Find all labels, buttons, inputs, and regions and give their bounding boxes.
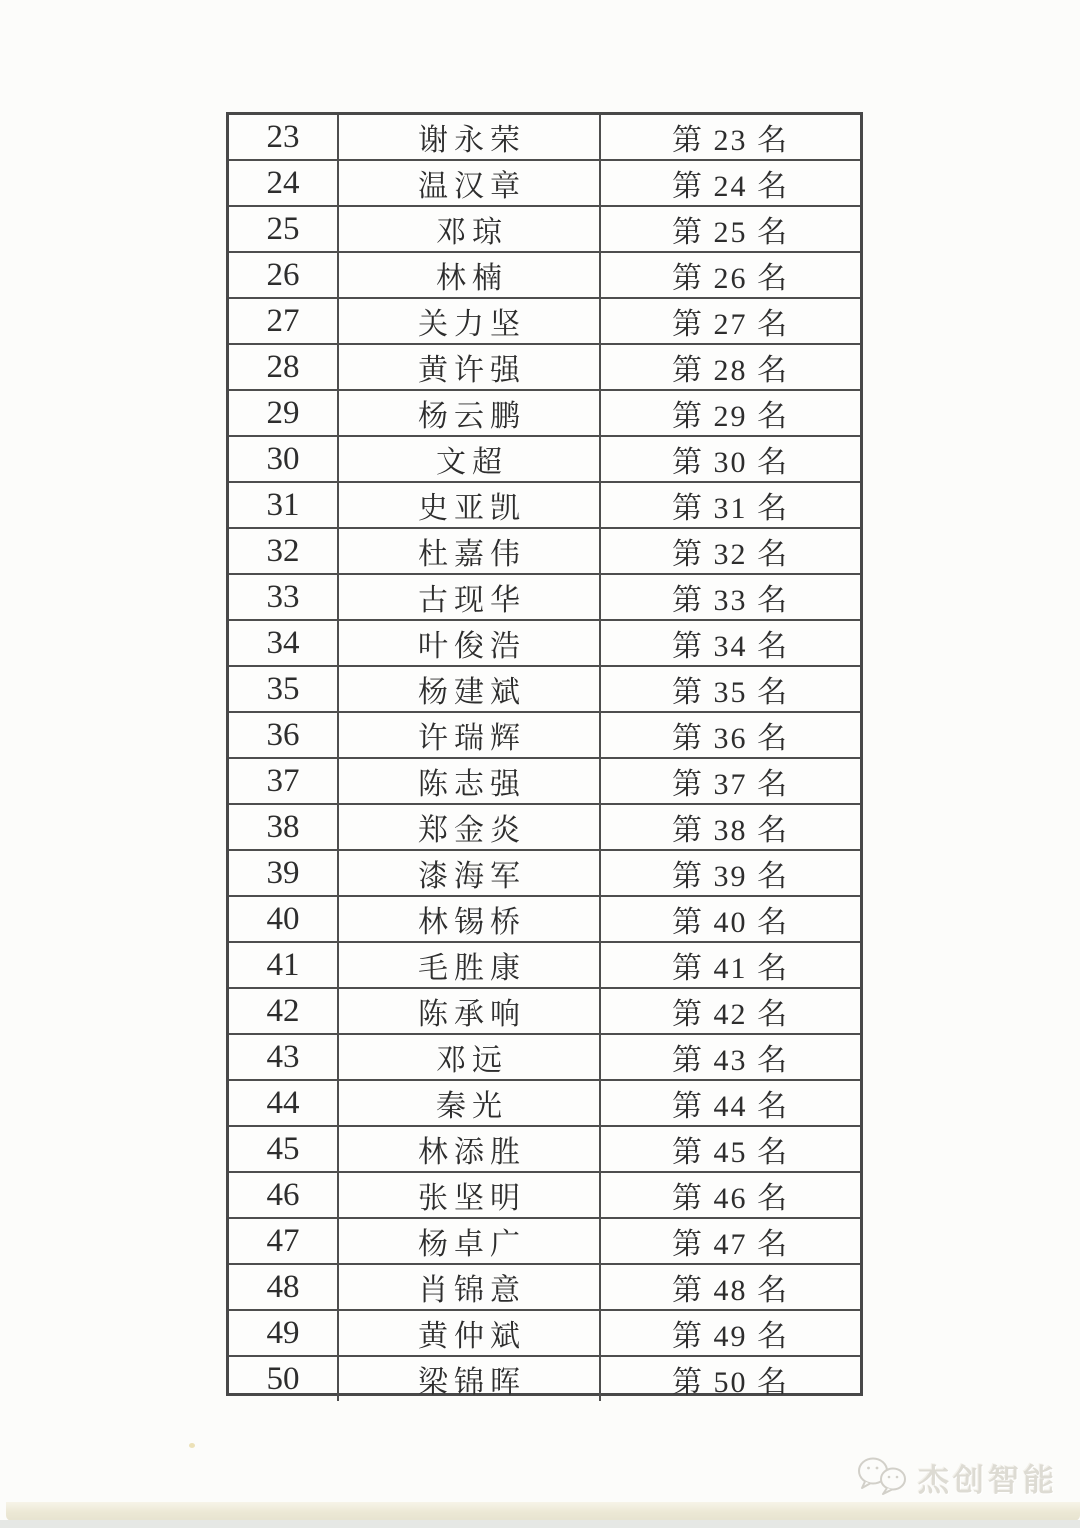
rank-number-cell: 27 xyxy=(229,299,339,343)
table-row xyxy=(229,207,860,253)
watermark-text: 杰创智能 xyxy=(918,1462,1058,1498)
rank-number-cell: 24 xyxy=(229,161,339,205)
table-row xyxy=(229,1357,860,1401)
table-row xyxy=(229,897,860,943)
rank-number-cell: 43 xyxy=(229,1035,339,1079)
name-cell: 毛胜康 xyxy=(339,943,601,987)
rank-number-cell: 29 xyxy=(229,391,339,435)
name-cell: 秦光 xyxy=(339,1081,601,1125)
rank-number-cell: 49 xyxy=(229,1311,339,1355)
rank-number-cell: 45 xyxy=(229,1127,339,1171)
page-edge-band xyxy=(6,1502,1080,1521)
name-cell: 梁锦晖 xyxy=(339,1357,601,1401)
rank-label-cell: 第 42 名 xyxy=(672,998,789,1031)
rank-label-cell: 第 50 名 xyxy=(672,1366,789,1399)
table-row xyxy=(229,621,860,667)
rank-number-cell: 31 xyxy=(229,483,339,527)
table-row xyxy=(229,851,860,897)
scan-speckle xyxy=(189,1443,195,1448)
rank-label-cell: 第 32 名 xyxy=(672,538,789,571)
table-row xyxy=(229,575,860,621)
rank-label-cell: 第 31 名 xyxy=(672,492,789,525)
rank-label-cell: 第 27 名 xyxy=(672,308,789,341)
name-cell: 邓远 xyxy=(339,1035,601,1079)
rank-label-cell: 第 33 名 xyxy=(672,584,789,617)
rank-label-cell: 第 28 名 xyxy=(672,354,789,387)
rank-label-cell: 第 36 名 xyxy=(672,722,789,755)
table-row xyxy=(229,437,860,483)
table-row xyxy=(229,759,860,805)
rank-label-cell: 第 29 名 xyxy=(672,400,789,433)
name-cell: 史亚凯 xyxy=(339,483,601,527)
rank-label-cell: 第 25 名 xyxy=(672,216,789,249)
table-row xyxy=(229,805,860,851)
name-cell: 杨建斌 xyxy=(339,667,601,711)
rank-number-cell: 26 xyxy=(229,253,339,297)
table-row xyxy=(229,483,860,529)
rank-number-cell: 39 xyxy=(229,851,339,895)
rank-number-cell: 46 xyxy=(229,1173,339,1217)
name-cell: 杜嘉伟 xyxy=(339,529,601,573)
table-row xyxy=(229,391,860,437)
name-cell: 文超 xyxy=(339,437,601,481)
page-edge-strip xyxy=(0,1520,1080,1528)
table-row xyxy=(229,529,860,575)
rank-label-cell: 第 44 名 xyxy=(672,1090,789,1123)
rank-number-cell: 35 xyxy=(229,667,339,711)
rank-label-cell: 第 39 名 xyxy=(672,860,789,893)
rank-label-cell: 第 38 名 xyxy=(672,814,789,847)
table-row xyxy=(229,1173,860,1219)
name-cell: 杨卓广 xyxy=(339,1219,601,1263)
table-row xyxy=(229,253,860,299)
rank-label-cell: 第 40 名 xyxy=(672,906,789,939)
table-row xyxy=(229,299,860,345)
rank-number-cell: 47 xyxy=(229,1219,339,1263)
table-row xyxy=(229,161,860,207)
table-row xyxy=(229,989,860,1035)
rank-label-cell: 第 30 名 xyxy=(672,446,789,479)
rank-number-cell: 33 xyxy=(229,575,339,619)
rank-number-cell: 48 xyxy=(229,1265,339,1309)
table-row xyxy=(229,1081,860,1127)
table-row xyxy=(229,667,860,713)
name-cell: 叶俊浩 xyxy=(339,621,601,665)
rank-number-cell: 44 xyxy=(229,1081,339,1125)
rank-number-cell: 32 xyxy=(229,529,339,573)
name-cell: 漆海军 xyxy=(339,851,601,895)
rank-number-cell: 38 xyxy=(229,805,339,849)
name-cell: 关力坚 xyxy=(339,299,601,343)
name-cell: 陈承响 xyxy=(339,989,601,1033)
rank-number-cell: 36 xyxy=(229,713,339,757)
rank-label-cell: 第 37 名 xyxy=(672,768,789,801)
rank-label-cell: 第 34 名 xyxy=(672,630,789,663)
rank-number-cell: 50 xyxy=(229,1357,339,1401)
rank-label-cell: 第 24 名 xyxy=(672,170,789,203)
rank-number-cell: 23 xyxy=(229,115,339,159)
name-cell: 林锡桥 xyxy=(339,897,601,941)
rank-label-cell: 第 46 名 xyxy=(672,1182,789,1215)
rank-number-cell: 40 xyxy=(229,897,339,941)
name-cell: 陈志强 xyxy=(339,759,601,803)
name-cell: 黄许强 xyxy=(339,345,601,389)
table-row xyxy=(229,1265,860,1311)
name-cell: 许瑞辉 xyxy=(339,713,601,757)
name-cell: 郑金炎 xyxy=(339,805,601,849)
rank-label-cell: 第 26 名 xyxy=(672,262,789,295)
name-cell: 温汉章 xyxy=(339,161,601,205)
table-row xyxy=(229,1127,860,1173)
name-cell: 杨云鹏 xyxy=(339,391,601,435)
name-cell: 林添胜 xyxy=(339,1127,601,1171)
rank-number-cell: 37 xyxy=(229,759,339,803)
name-cell: 邓琼 xyxy=(339,207,601,251)
name-cell: 林楠 xyxy=(339,253,601,297)
rank-number-cell: 25 xyxy=(229,207,339,251)
watermark xyxy=(856,1454,1058,1500)
table-row xyxy=(229,1219,860,1265)
name-cell: 谢永荣 xyxy=(339,115,601,159)
rank-number-cell: 41 xyxy=(229,943,339,987)
table-row xyxy=(229,713,860,759)
name-cell: 黄仲斌 xyxy=(339,1311,601,1355)
rank-label-cell: 第 48 名 xyxy=(672,1274,789,1307)
wechat-icon xyxy=(856,1454,912,1500)
rank-number-cell: 34 xyxy=(229,621,339,665)
table-row xyxy=(229,115,860,161)
rank-label-cell: 第 43 名 xyxy=(672,1044,789,1077)
rank-label-cell: 第 23 名 xyxy=(672,124,789,157)
rank-label-cell: 第 45 名 xyxy=(672,1136,789,1169)
rank-number-cell: 28 xyxy=(229,345,339,389)
table-row xyxy=(229,1035,860,1081)
name-cell: 肖锦意 xyxy=(339,1265,601,1309)
table-row xyxy=(229,943,860,989)
name-cell: 张坚明 xyxy=(339,1173,601,1217)
name-cell: 古现华 xyxy=(339,575,601,619)
rank-label-cell: 第 47 名 xyxy=(672,1228,789,1261)
rank-label-cell: 第 35 名 xyxy=(672,676,789,709)
table-row xyxy=(229,1311,860,1357)
ranking-table xyxy=(226,112,863,1399)
rank-label-cell: 第 49 名 xyxy=(672,1320,789,1353)
table-row xyxy=(229,345,860,391)
rank-number-cell: 30 xyxy=(229,437,339,481)
rank-label-cell: 第 41 名 xyxy=(672,952,789,985)
rank-number-cell: 42 xyxy=(229,989,339,1033)
